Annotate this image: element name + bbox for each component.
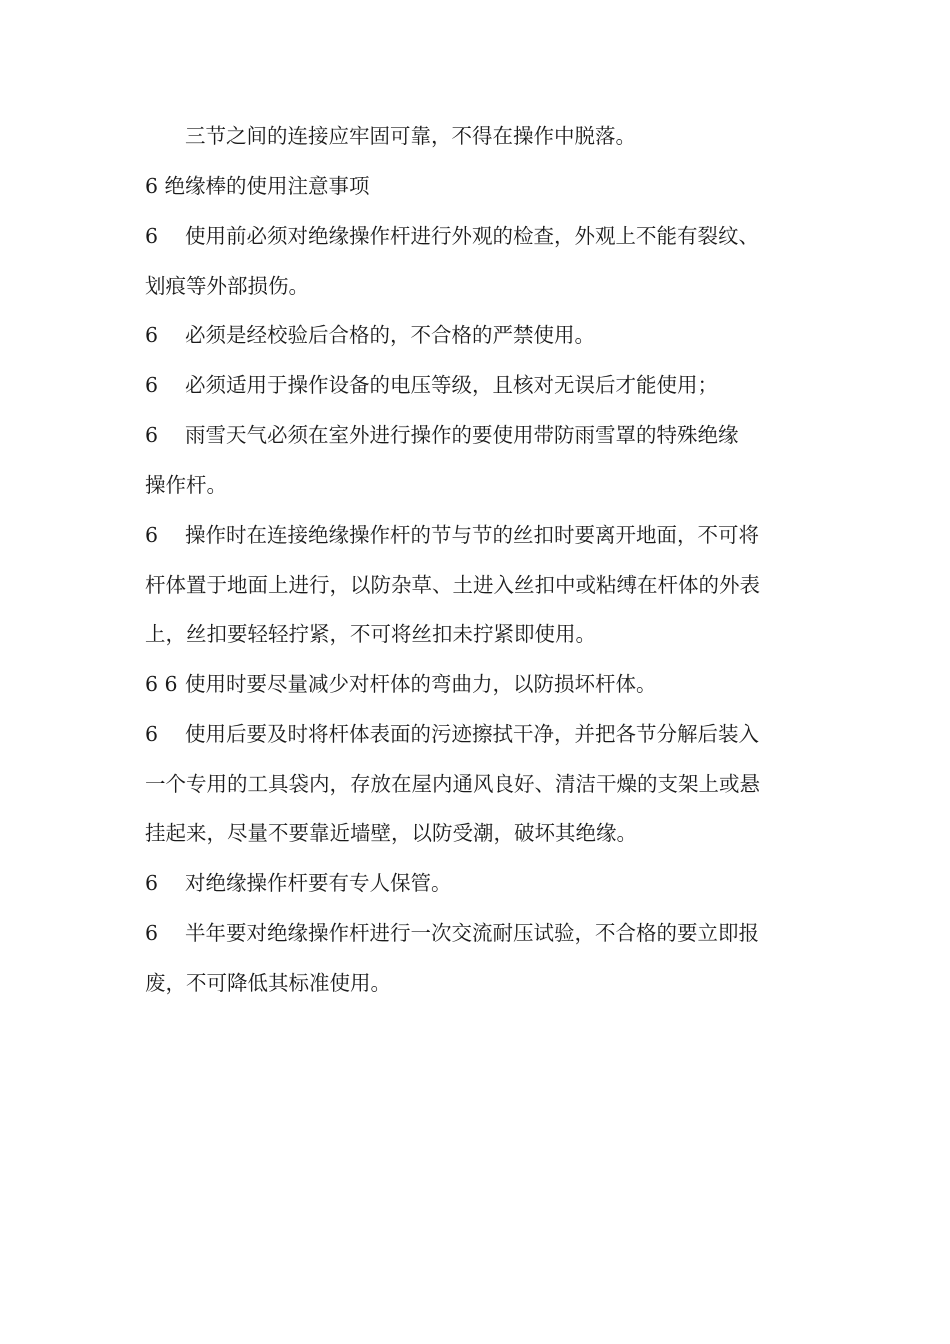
item-number: 6 <box>145 871 159 895</box>
item-number: 6 <box>145 224 159 248</box>
item-line: 废，不可降低其标准使用。 <box>145 971 391 995</box>
section-heading: 6 绝缘棒的使用注意事项 <box>145 174 370 198</box>
item-number: 6 <box>145 722 159 746</box>
intro-line: 三节之间的连接应牢固可靠，不得在操作中脱落。 <box>185 124 636 148</box>
item-number: 6 <box>145 921 159 945</box>
item-number: 6 <box>145 423 159 447</box>
item-number: 6 <box>145 373 159 397</box>
item-line: 必须适用于操作设备的电压等级，且核对无误后才能使用； <box>185 373 718 397</box>
item-line: 对绝缘操作杆要有专人保管。 <box>185 871 452 895</box>
item-number: 6 <box>145 323 159 347</box>
item-line: 上，丝扣要轻轻拧紧，不可将丝扣未拧紧即使用。 <box>145 622 596 646</box>
item-line: 使用时要尽量减少对杆体的弯曲力，以防损坏杆体。 <box>185 672 657 696</box>
item-number: 6 <box>145 523 159 547</box>
item-line: 使用后要及时将杆体表面的污迹擦拭干净，并把各节分解后装入 <box>185 722 759 746</box>
item-line: 划痕等外部损伤。 <box>145 274 309 298</box>
item-line: 操作杆。 <box>145 473 227 497</box>
item-number: 6 6 <box>145 672 178 696</box>
item-line: 半年要对绝缘操作杆进行一次交流耐压试验，不合格的要立即报 <box>185 921 759 945</box>
item-line: 杆体置于地面上进行，以防杂草、土进入丝扣中或粘缚在杆体的外表 <box>145 573 760 597</box>
item-line: 一个专用的工具袋内，存放在屋内通风良好、清洁干燥的支架上或悬 <box>145 772 760 796</box>
item-line: 必须是经校验后合格的，不合格的严禁使用。 <box>185 323 595 347</box>
item-line: 使用前必须对绝缘操作杆进行外观的检查，外观上不能有裂纹、 <box>185 224 759 248</box>
item-line: 雨雪天气必须在室外进行操作的要使用带防雨雪罩的特殊绝缘 <box>185 423 739 447</box>
item-line: 挂起来，尽量不要靠近墙壁，以防受潮，破坏其绝缘。 <box>145 821 637 845</box>
item-line: 操作时在连接绝缘操作杆的节与节的丝扣时要离开地面，不可将 <box>185 523 759 547</box>
